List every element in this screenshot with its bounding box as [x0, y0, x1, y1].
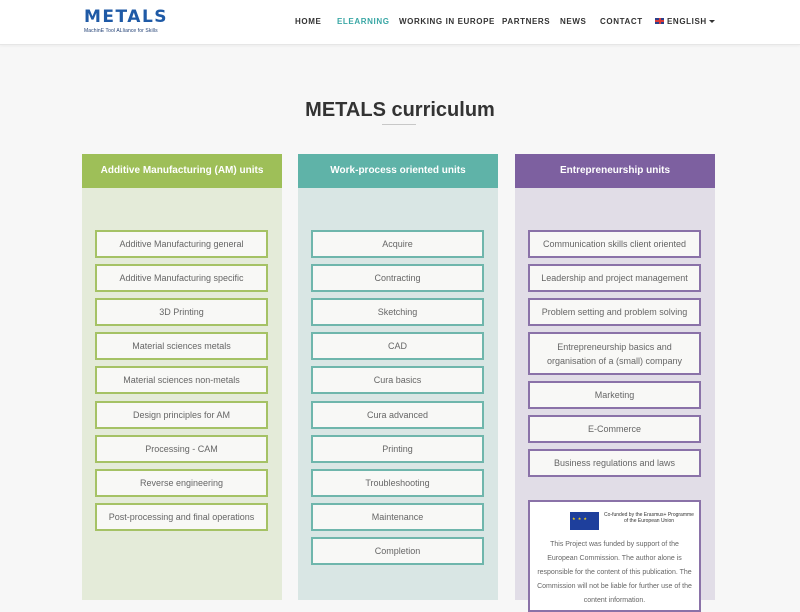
unit-link[interactable]: Additive Manufacturing general: [95, 230, 268, 258]
site-header: [0, 0, 800, 45]
unit-link[interactable]: Material sciences non-metals: [95, 366, 268, 394]
unit-link[interactable]: Processing - CAM: [95, 435, 268, 463]
unit-link[interactable]: CAD: [311, 332, 484, 360]
logo-tagline: MachinE Tool ALliance for Skills: [84, 28, 158, 34]
nav-contact[interactable]: CONTACT: [600, 17, 643, 26]
uk-flag-icon: [655, 18, 664, 24]
language-dropdown[interactable]: [655, 17, 715, 26]
unit-link[interactable]: Printing: [311, 435, 484, 463]
column-body: [82, 188, 282, 600]
unit-link[interactable]: Cura basics: [311, 366, 484, 394]
entrepreneurship-units-column: [515, 154, 715, 604]
unit-link[interactable]: Completion: [311, 537, 484, 565]
work-process-units-column: [298, 154, 498, 600]
nav-partners[interactable]: PARTNERS: [502, 17, 551, 26]
unit-link[interactable]: Communication skills client oriented: [528, 230, 701, 258]
unit-link[interactable]: Material sciences metals: [95, 332, 268, 360]
unit-link[interactable]: Entrepreneurship basics and organisation of a (small) company: [528, 332, 701, 375]
chevron-down-icon: [709, 20, 715, 23]
eu-flag-icon: [570, 512, 599, 530]
title-divider: [382, 124, 416, 125]
unit-link[interactable]: Post-processing and final operations: [95, 503, 268, 531]
language-label: ENGLISH: [667, 17, 707, 26]
nav-elearning[interactable]: ELEARNING: [337, 17, 390, 26]
am-units-column: [82, 154, 282, 600]
page-title: METALS curriculum: [305, 99, 495, 121]
unit-link[interactable]: Marketing: [528, 381, 701, 409]
unit-link[interactable]: Additive Manufacturing specific: [95, 264, 268, 292]
nav-working-in-europe[interactable]: WORKING IN EUROPE: [399, 17, 495, 26]
logo-wordmark: METALS: [84, 7, 169, 27]
unit-link[interactable]: Troubleshooting: [311, 469, 484, 497]
unit-link[interactable]: 3D Printing: [95, 298, 268, 326]
unit-link[interactable]: Design principles for AM: [95, 401, 268, 429]
column-header: Work-process oriented units: [298, 154, 498, 188]
erasmus-caption: Co-funded by the Erasmus+ Programme of the European Union: [604, 512, 694, 524]
column-header: Entrepreneurship units: [515, 154, 715, 188]
column-body: [298, 188, 498, 600]
nav-home[interactable]: HOME: [295, 17, 322, 26]
unit-link[interactable]: Reverse engineering: [95, 469, 268, 497]
nav-news[interactable]: NEWS: [560, 17, 587, 26]
column-body: [515, 188, 715, 604]
eu-funding-notice: [528, 500, 701, 612]
unit-link[interactable]: Acquire: [311, 230, 484, 258]
unit-link[interactable]: Problem setting and problem solving: [528, 298, 701, 326]
unit-link[interactable]: Business regulations and laws: [528, 449, 701, 477]
unit-link[interactable]: Cura advanced: [311, 401, 484, 429]
column-header: Additive Manufacturing (AM) units: [82, 154, 282, 188]
unit-link[interactable]: Contracting: [311, 264, 484, 292]
unit-link[interactable]: E-Commerce: [528, 415, 701, 443]
unit-link[interactable]: Leadership and project management: [528, 264, 701, 292]
unit-link[interactable]: Sketching: [311, 298, 484, 326]
main-nav: [0, 17, 800, 29]
funding-disclaimer: This Project was funded by support of the European Commission. The author alone is responsible for the content of this publication. The Commission will not be liable for further use of the content information.: [537, 541, 692, 604]
unit-link[interactable]: Maintenance: [311, 503, 484, 531]
